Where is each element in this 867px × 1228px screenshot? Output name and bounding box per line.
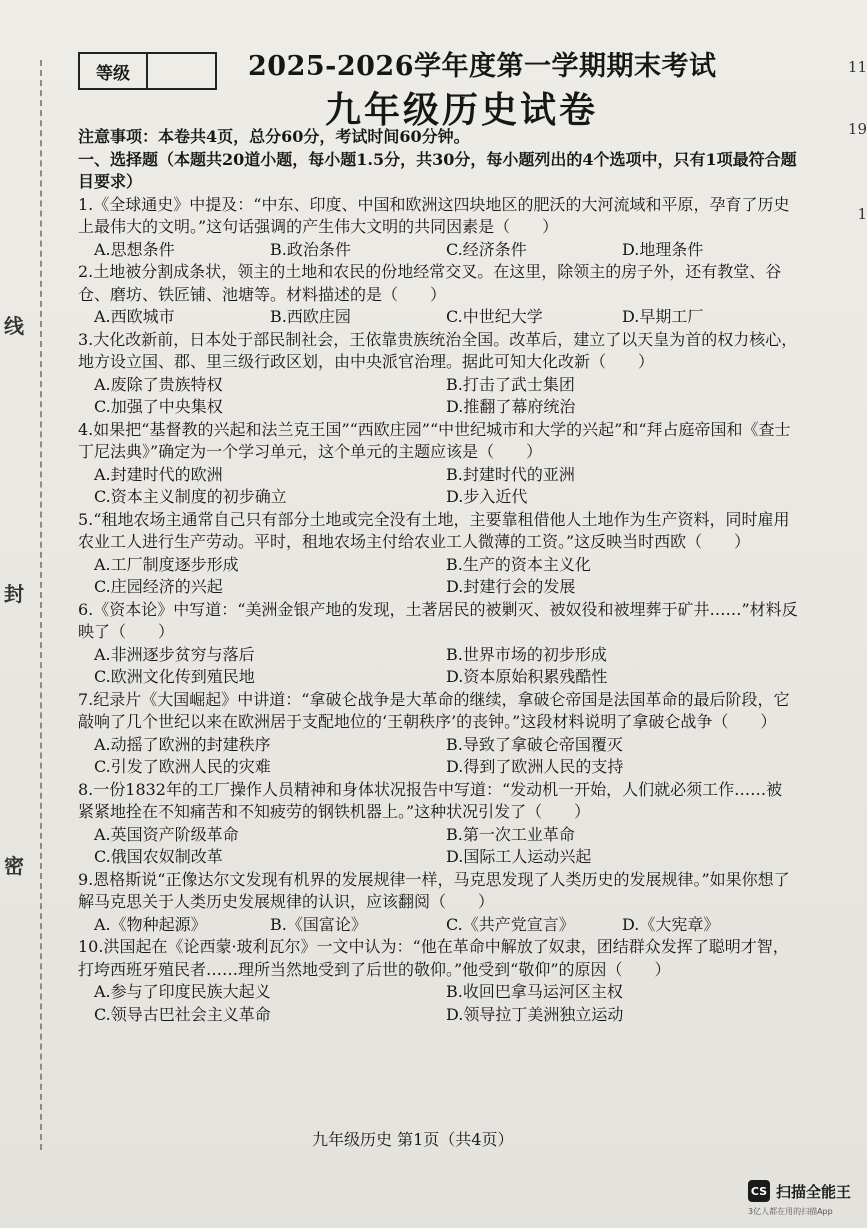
cs-logo-icon: CS [748,1180,770,1202]
question-2 [78,261,798,329]
option-b: B.政治条件 [270,239,351,259]
options [78,239,798,262]
options [78,981,798,1026]
option-b: B.打击了武士集团 [446,374,575,394]
binding-line [40,60,42,1150]
grade-label: 等级 [80,54,148,88]
margin-label-secret: 密 [4,854,24,878]
question-stem: 3.大化改新前，日本处于部民制社会，王依靠贵族统治全国。改革后，建立了以天皇为首的权力核心，地方设立国、郡、里三级行政区划，由中央派官治理。据此可知大化改新（ ） [78,329,798,371]
watermark-name: 扫描全能王 [776,1182,852,1201]
option-d: D.推翻了幕府统治 [446,397,576,416]
option-c: C.欧洲文化传到殖民地 [94,667,255,686]
grade-box [78,52,217,90]
option-a: A.动摇了欧洲的封建秩序 [94,734,271,754]
option-c: C.《共产党宣言》 [446,914,575,934]
question-6 [78,599,798,689]
notice: 注意事项：本卷共4页，总分60分，考试时间60分钟。 [78,127,470,146]
question-stem: 8.一份1832年的工厂操作人员精神和身体状况报告中写道：“发动机一开始，人们就必须工作……被紧紧地拴在不知痛苦和不知疲劳的钢铁机器上。”这种状况引发了（ ） [78,779,783,821]
watermark-subtitle: 3亿人都在用的扫描App [748,1207,833,1216]
options [78,554,798,599]
option-c: C.俄国农奴制改革 [94,847,223,866]
question-stem: 4.如果把“基督教的兴起和法兰克王国”“西欧庄园”“中世纪城市和大学的兴起”和“拜占庭帝国和《查士丁尼法典》”确定为一个学习单元，这个单元的主题应该是（ ） [78,419,791,461]
question-8 [78,779,798,869]
question-stem: 5.“租地农场主通常自己只有部分土地或完全没有土地，主要靠租借他人土地作为生产资料，同时雇用农业工人进行生产劳动。平时，租地农场主付给农业工人微薄的工资。”这反映当时西欧（ ） [78,509,790,551]
question-stem: 2.土地被分割成条状，领主的土地和农民的份地经常交叉。在这里，除领主的房子外，还有教堂、谷仓、磨坊、铁匠铺、池塘等。材料描述的是（ ） [78,262,782,304]
option-d: D.地理条件 [622,239,704,259]
edge-number: 19 [847,120,867,138]
option-a: A.废除了贵族特权 [94,374,223,394]
option-b: B.导致了拿破仑帝国覆灭 [446,734,623,754]
edge-number: 1 [857,205,867,223]
question-stem: 9.恩格斯说“正像达尔文发现有机界的发展规律一样，马克思发现了人类历史的发展规律。”如果你想了解马克思关于人类历史发展规律的认识，应该翻阅（ ） [78,869,790,911]
options [78,464,798,509]
options [78,914,798,937]
options [78,374,798,419]
option-a: A.封建时代的欧洲 [94,464,223,484]
option-c: C.资本主义制度的初步确立 [94,487,287,506]
question-9 [78,869,798,937]
option-d: D.封建行会的发展 [446,577,576,596]
question-stem: 7.纪录片《大国崛起》中讲道：“拿破仑战争是大革命的继续，拿破仑帝国是法国革命的最后阶段，它敲响了几个世纪以来在欧洲居于支配地位的‘王朝秩序’的丧钟。”这段材料说明了拿破仑战争（ ） [78,689,790,731]
option-a: A.英国资产阶级革命 [94,824,239,844]
margin-label-line: 线 [4,314,24,338]
margin-label-seal: 封 [4,582,24,606]
options [78,734,798,779]
option-d: D.国际工人运动兴起 [446,847,592,866]
option-d: D.步入近代 [446,487,528,506]
exam-title: 2025-2026学年度第一学期期末考试 [248,51,717,82]
option-a: A.《物种起源》 [94,914,207,934]
scanner-watermark [748,1180,851,1202]
edge-number: 11 [847,58,867,76]
question-4 [78,419,798,509]
option-a: A.西欧城市 [94,307,175,326]
section-heading: 一、选择题（本题共20道小题，每小题1.5分，共30分，每小题列出的4个选项中，只有1项最符合题目要求） [78,149,797,191]
option-a: A.工厂制度逐步形成 [94,554,239,574]
option-b: B.第一次工业革命 [446,824,575,844]
option-b: B.世界市场的初步形成 [446,644,607,664]
question-stem: 1.《全球通史》中提及：“中东、印度、中国和欧洲这四块地区的肥沃的大河流域和平原，孕育了历史上最伟大的文明。”这句话强调的产生伟大文明的共同因素是（ ） [78,194,790,236]
option-d: D.早期工厂 [622,307,704,326]
exam-content [78,126,798,1026]
option-d: D.《大宪章》 [622,914,720,934]
options [78,306,798,329]
question-10 [78,936,798,1026]
option-b: B.收回巴拿马运河区主权 [446,982,623,1001]
option-c: C.领导古巴社会主义革命 [94,1004,271,1024]
option-d: D.资本原始积累残酷性 [446,667,608,686]
option-d: D.领导拉丁美洲独立运动 [446,1004,624,1024]
option-a: A.参与了印度民族大起义 [94,982,271,1001]
option-c: C.中世纪大学 [446,307,543,326]
option-c: C.庄园经济的兴起 [94,577,223,596]
option-d: D.得到了欧洲人民的支持 [446,757,624,776]
question-1 [78,194,798,262]
option-c: C.经济条件 [446,239,527,259]
option-b: B.西欧庄园 [270,307,351,326]
option-b: B.《国富论》 [270,914,367,934]
grade-value-field[interactable] [148,54,215,88]
paper-title: 九年级历史试卷 [325,89,599,131]
question-5 [78,509,798,599]
options [78,824,798,869]
option-c: C.加强了中央集权 [94,397,223,416]
page-footer: 九年级历史 第1页（共4页） [312,1130,514,1149]
question-stem: 6.《资本论》中写道：“美洲金银产地的发现，土著居民的被剿灭、被奴役和被埋葬于矿井……”材料反映了（ ） [78,599,798,641]
option-a: A.非洲逐步贫穷与落后 [94,644,255,664]
question-7 [78,689,798,779]
option-a: A.思想条件 [94,239,175,259]
option-c: C.引发了欧洲人民的灾难 [94,757,271,776]
option-b: B.封建时代的亚洲 [446,464,575,484]
options [78,644,798,689]
option-b: B.生产的资本主义化 [446,554,591,574]
question-stem: 10.洪国起在《论西蒙·玻利瓦尔》一文中认为：“他在革命中解放了奴隶，团结群众发挥了聪明才智，打垮西班牙殖民者……理所当然地受到了后世的敬仰。”他受到“敬仰”的原因（ ） [78,937,789,979]
question-3 [78,329,798,419]
